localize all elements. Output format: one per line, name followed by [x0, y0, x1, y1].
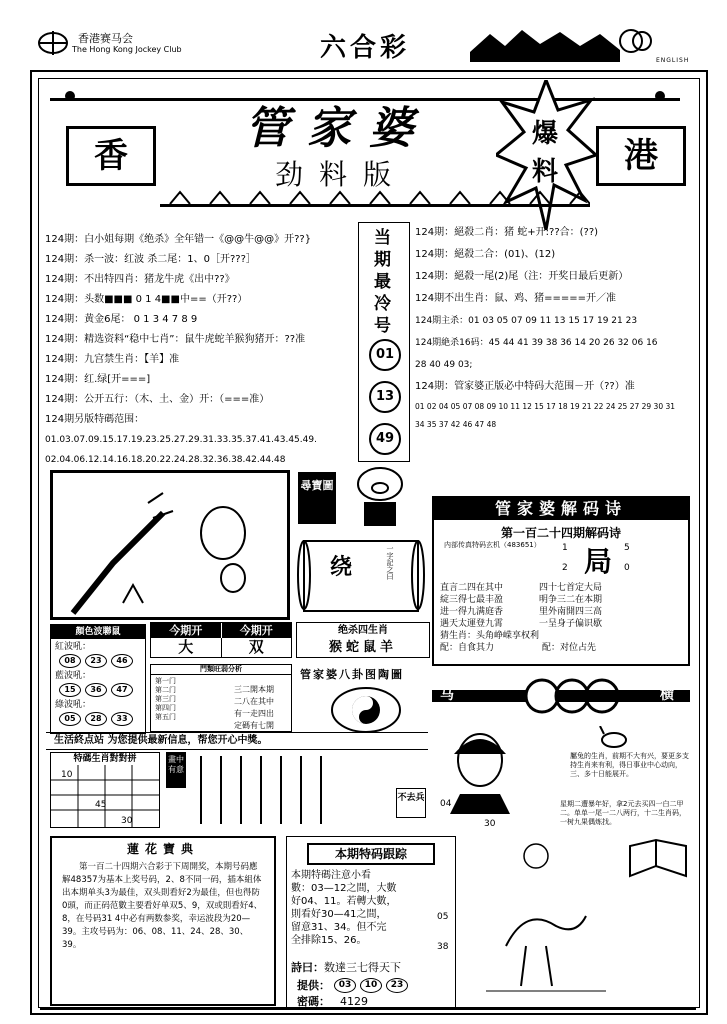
- vertical-text-block: [190, 752, 350, 828]
- wave-number: 05: [59, 712, 81, 726]
- scroll-panel: [296, 535, 426, 615]
- pig-mascot: [340, 462, 420, 532]
- analysis-row: 第四门: [155, 704, 176, 712]
- poem-num: 0: [624, 563, 630, 573]
- horse-emblem-icon: [36, 28, 70, 58]
- rings-decor: [432, 676, 690, 720]
- wave-number: 28: [85, 712, 107, 726]
- tracking-line: 數：03—12之間，大數: [291, 883, 397, 894]
- not-buy-label: 不去兵: [396, 788, 426, 818]
- cold-number-ball: 49: [369, 423, 401, 455]
- left-range-line: 01.03.07.09.15.17.19.23.25.27.29.31.33.35.37.41.43.45.49.: [45, 435, 317, 445]
- right-line: 34 35 37 42 46 47 48: [415, 420, 497, 429]
- poem-line: 一呈身子偏识歇: [539, 619, 603, 629]
- scroll-title: 一字記之曰: [386, 545, 394, 580]
- right-line: 28 40 49 03;: [415, 360, 473, 370]
- left-line: 124期：黄金6尾： 0 1 3 4 7 8 9: [45, 314, 198, 325]
- poem-line: 四十七首定大局: [539, 583, 603, 593]
- book-icon: [626, 836, 690, 884]
- right-line: 124期絶杀16码：45 44 41 39 38 36 14 20 26 32 06 16: [415, 338, 658, 348]
- tracking-poem: 数達三七得天下: [324, 961, 401, 974]
- cold-number-ball: 13: [369, 381, 401, 413]
- color-wave-panel: [50, 624, 146, 734]
- provide-number: 10: [360, 978, 382, 993]
- scroll-word: 绕: [330, 554, 353, 580]
- special-zodiac-grid: [50, 752, 160, 828]
- tracking-line: 本期特碼注意小看: [291, 870, 371, 881]
- treasure-label: 尋寶圖: [298, 472, 336, 524]
- wave-number: 36: [85, 683, 107, 697]
- wave-number: 23: [85, 654, 107, 668]
- open-value: 大: [178, 638, 194, 656]
- provide-number: 03: [334, 978, 356, 993]
- rings-left-char: 马: [440, 687, 454, 703]
- tracking-poem-label: 詩曰：: [291, 961, 324, 974]
- portrait-num: 04: [440, 799, 452, 809]
- poem-line: 綻三得七最丰盈: [440, 595, 504, 605]
- special-title: 特碼生肖對對拼: [73, 754, 137, 764]
- rabbit-icon: [592, 726, 632, 748]
- open-value: 双: [221, 638, 292, 657]
- left-line: 124期：公开五行：（木、土、金）开：（===准）: [45, 394, 270, 405]
- jockey-club-logo[interactable]: [36, 28, 70, 58]
- poem-pair: 配：对位占先: [542, 643, 597, 653]
- coldest-label: 当期最冷号: [374, 228, 391, 336]
- left-line: 124期：精选资料“稳中七肖”：鼠牛虎蛇羊猴狗猪开：??准: [45, 334, 306, 345]
- analysis-title: 門類旺弱分析: [151, 665, 291, 675]
- poem-line: 明争三二在本期: [539, 595, 603, 605]
- masthead-subtitle: 劲料版: [275, 158, 408, 191]
- color-wave-title: 顏色波聯鼠: [51, 625, 145, 639]
- left-line: 124期：杀一波：红波 杀二尾：1、0［开???］: [45, 254, 256, 265]
- poem-num: 2: [562, 563, 568, 573]
- special-number: 10: [61, 770, 73, 780]
- kill-zodiac-panel: [296, 622, 430, 658]
- english-link[interactable]: ENGLISH: [656, 57, 690, 64]
- brand-title: 六合彩: [320, 33, 411, 63]
- open-table: [150, 622, 292, 658]
- poem-num: 5: [624, 543, 630, 553]
- right-line: 124期：絕殺二合：(01)、(12): [415, 249, 556, 260]
- lifestyle-bar: [46, 732, 428, 750]
- tracking-side-num: 05: [437, 912, 449, 922]
- left-line: 124期：红.绿[开===]: [45, 374, 151, 385]
- left-line: 124期：头数■■■ 0 1 4■■中==（开??）: [45, 294, 248, 305]
- bagua-title: 管家婆八卦图陶圖: [300, 668, 404, 681]
- horse-banner: [470, 22, 620, 62]
- org-name-en: The Hong Kong Jockey Club: [72, 45, 182, 54]
- poem-num: 1: [562, 543, 568, 553]
- poem-line: 里外南開四三高: [539, 607, 603, 617]
- tracking-side-num: 38: [437, 942, 449, 952]
- tracking-line: 好04、11。若轉大數，: [291, 896, 397, 907]
- poem-banner: 管家婆解码诗: [434, 498, 688, 520]
- poem-line: 遇天太運登九霄: [440, 619, 504, 629]
- bird-sketch: [466, 836, 616, 1002]
- poem-line: 直言二四在其中: [440, 583, 504, 593]
- left-predictions: [45, 230, 345, 470]
- poem-pair: 配：自食其力: [440, 643, 495, 653]
- right-line: 01 02 04 05 07 08 09 10 11 12 15 17 18 19 21 22 24 25 27 29 30 31: [415, 402, 676, 411]
- tracking-panel: [286, 836, 456, 1008]
- woman-portrait: [440, 724, 520, 814]
- decor-row-bottom: [40, 1006, 696, 1012]
- portrait-num: 17: [468, 799, 480, 809]
- badge-right: 港: [596, 126, 686, 186]
- poem-panel: [432, 496, 690, 666]
- analysis-row: 第三门: [155, 695, 176, 703]
- lotus-panel: [50, 836, 276, 1006]
- cold-number-ball: 01: [369, 339, 401, 371]
- portrait-foot: 星期二遭暴年好，拿2元去买四一白二甲二。单单一尾一二八两行，十二生肖码，一树九果偶炼找。: [560, 800, 686, 826]
- provide-number: 23: [386, 978, 408, 993]
- wave-number: 33: [111, 712, 133, 726]
- left-line: 124期：不出特四肖：猪龙牛虎《出中??》: [45, 274, 235, 285]
- lotus-text: 第一百二十四期六合彩于下周開奖，本期号码應解48357为基本上奖号码，2、8不同一码，插本組体出本期单头3为最佳，双头則看好2为最佳，但也得防0頭，而正码范數主要看好单双5、9，双或則看好4、8，在号码31 4中必有两数参奖，幸运波段为20—39。主攻号码为：06、08、11、24、28、30、39。: [62, 862, 263, 950]
- wave-label: 紅波吼：: [55, 642, 92, 652]
- right-line: 124期：絕殺二肖：猪 蛇+开:??合：(??): [415, 227, 599, 238]
- wave-number: 47: [111, 683, 133, 697]
- burst-text: 爆料: [531, 119, 558, 187]
- treasure-picture: [50, 470, 290, 620]
- right-predictions: [415, 222, 695, 434]
- right-line: 124期主杀：01 03 05 07 09 11 13 15 17 19 21 23: [415, 316, 638, 326]
- masthead-title: 管家婆: [245, 103, 431, 154]
- badge-left: 香: [66, 126, 156, 186]
- analysis-row: 第一门: [155, 677, 176, 685]
- right-line: 124期：管家婆正版必中特码大范围－开（??）准: [415, 381, 635, 392]
- coldest-number-panel: [358, 222, 410, 462]
- poem-big-char: 局: [584, 545, 613, 578]
- wave-label: 綠波吼：: [55, 700, 92, 710]
- wave-number: 08: [59, 654, 81, 668]
- org-name-cn: 香港赛马会: [78, 32, 133, 45]
- open-head: 今期开: [221, 623, 292, 638]
- analysis-row: 第五门: [155, 713, 176, 721]
- kill-head: 绝杀四生肖: [338, 625, 388, 636]
- lifestyle-text: 生活終点站 为您提供最新信息，帮您开心中獎。: [54, 735, 268, 746]
- lotus-title: 蓮花寶典: [126, 842, 199, 856]
- poem-line: 进一得九满庭香: [440, 607, 504, 617]
- mark-six-logo: [618, 28, 654, 54]
- right-line: 124期不出生肖：鼠、鸡、猪=====开／准: [415, 293, 616, 304]
- wave-number: 15: [59, 683, 81, 697]
- analysis-poem: 三二開本期 二八在其中 有一走四出 定碼有七開: [234, 685, 274, 730]
- rings-right-char: 横: [660, 687, 674, 703]
- portrait-text: 屬兔的生肖，前期不大有兴，要更多支持生肖来有利，得日事业中心动向，三、多十日能展开。: [570, 752, 689, 778]
- analysis-row: 第二门: [155, 686, 176, 694]
- portrait-num: 30: [484, 819, 496, 829]
- tracking-line: 全排除15、26。: [291, 935, 367, 946]
- tracking-line: 則看好30—41之間，: [291, 909, 387, 920]
- wave-number: 46: [111, 654, 133, 668]
- poem-subtitle: 内部传真特码玄机（483651）: [444, 541, 541, 549]
- left-range-line: 02.04.06.12.14.16.18.20.22.24.28.32.36.38.42.44.48: [45, 455, 286, 465]
- open-head: 今期开: [151, 623, 221, 638]
- hidden-meaning-label: 畫中有意: [166, 752, 186, 788]
- left-line: 124期：白小姐每期《绝杀》全年错一《@@牛@@》开??}: [45, 234, 312, 245]
- special-number: 45: [95, 800, 107, 810]
- left-line: 124期：九宫禁生肖：【羊】准: [45, 354, 180, 365]
- tracking-line: 留意31、34。但不完: [291, 922, 387, 933]
- kill-value: 猴蛇鼠羊: [328, 640, 397, 655]
- left-line: 124期另版特碼范围：: [45, 414, 145, 425]
- fence-decor: [160, 188, 590, 214]
- code-label: 密碼：: [297, 995, 330, 1008]
- tracking-title: 本期特码跟踪: [307, 843, 435, 865]
- code-value: 4129: [340, 995, 368, 1008]
- poem-title: 第一百二十四期解码诗: [500, 526, 621, 540]
- special-number: 30: [121, 816, 133, 826]
- provide-label: 提供：: [297, 979, 330, 992]
- poem-guess: 猜生肖：头角峥嵘享权利: [440, 631, 540, 641]
- right-line: 124期：絕殺一尾(2)尾（注：开奖日最后更新）: [415, 271, 629, 282]
- wave-label: 藍波吼：: [55, 671, 92, 681]
- yin-yang-icon: [330, 686, 402, 734]
